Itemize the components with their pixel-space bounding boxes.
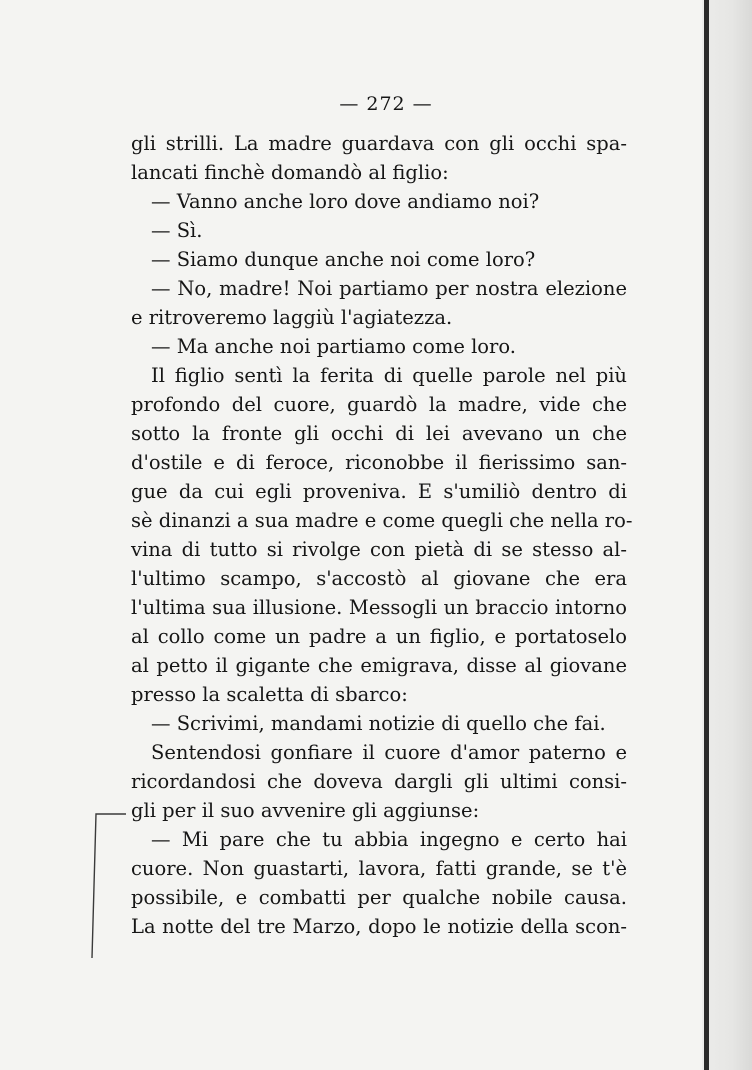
text-line: al collo come un padre a un figlio, e portatoselo	[131, 625, 627, 648]
text-line: gli strilli. La madre guardava con gli occhi spa-	[131, 132, 627, 155]
text-line: — No, madre! Noi partiamo per nostra elezione	[151, 277, 627, 300]
text-line: l'ultimo scampo, s'accostò al giovane che era	[131, 567, 627, 590]
text-line: gli per il suo avvenire gli aggiunse:	[131, 799, 480, 822]
text-line: — Siamo dunque anche noi come loro?	[151, 248, 536, 271]
text-line: lancati finchè domandò al figlio:	[131, 161, 449, 184]
text-line: l'ultima sua illusione. Messogli un braccio intorno	[131, 596, 627, 619]
text-line: — Scrivimi, mandami notizie di quello che fai.	[151, 712, 606, 735]
text-line: presso la scaletta di sbarco:	[131, 683, 408, 706]
text-line: — Sì.	[151, 219, 203, 242]
body-text	[131, 129, 633, 941]
text-line: vina di tutto si rivolge con pietà di se stesso al-	[131, 538, 627, 561]
text-line: gue da cui egli proveniva. E s'umiliò dentro di	[131, 480, 627, 503]
text-line: e ritroveremo laggiù l'agiatezza.	[131, 306, 453, 329]
text-line: sotto la fronte gli occhi di lei avevano un che	[131, 422, 627, 445]
text-line: profondo del cuore, guardò la madre, vide che	[131, 393, 627, 416]
text-line: — Mi pare che tu abbia ingegno e certo hai	[151, 828, 627, 851]
text-line: Sentendosi gonfiare il cuore d'amor paterno e	[151, 741, 627, 764]
book-gutter-line	[704, 0, 709, 1070]
text-line: possibile, e combatti per qualche nobile causa.	[131, 886, 627, 909]
text-line: cuore. Non guastarti, lavora, fatti grande, se t'è	[131, 857, 627, 880]
text-line: — Vanno anche loro dove andiamo noi?	[151, 190, 540, 213]
text-line: La notte del tre Marzo, dopo le notizie della scon-	[131, 915, 627, 938]
text-line: — Ma anche noi partiamo come loro.	[151, 335, 516, 358]
page-number: — 272 —	[339, 93, 433, 115]
text-line: d'ostile e di feroce, riconobbe il fierissimo san-	[131, 451, 627, 474]
text-line: ricordandosi che doveva dargli gli ultimi consi-	[131, 770, 627, 793]
text-line: al petto il gigante che emigrava, disse al giovane	[131, 654, 627, 677]
margin-pencil-mark	[88, 808, 128, 960]
text-line: sè dinanzi a sua madre e come quegli che nella ro-	[131, 509, 633, 532]
book-spine-shadow	[702, 0, 752, 1070]
text-line: Il figlio sentì la ferita di quelle parole nel più	[151, 364, 627, 387]
